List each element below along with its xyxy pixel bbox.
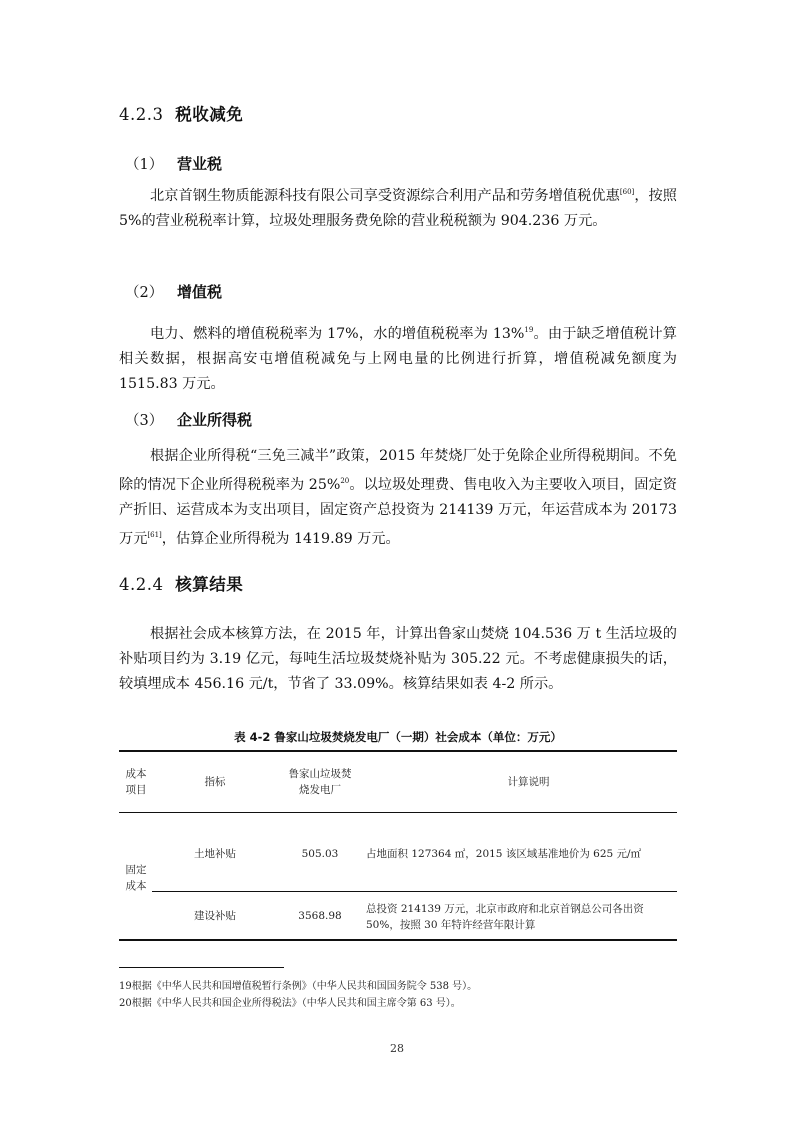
row-2-note: 总投资 214139 万元，北京市政府和北京首钢总公司各出资 50%，按照 30 年特许经营年限计算 <box>366 903 644 931</box>
header-indicator: 指标 <box>204 776 226 788</box>
table-header-rule <box>119 812 677 813</box>
row-1-indicator: 土地补贴 <box>194 848 236 860</box>
citation-ref: [60] <box>619 188 635 196</box>
subsection-heading-3 <box>125 409 252 430</box>
section-number: 4.2.3 <box>119 105 164 124</box>
row-1-value: 505.03 <box>301 848 339 860</box>
citation-ref: [61] <box>147 531 162 539</box>
subsection-heading-2 <box>125 281 222 302</box>
footnote-ref: 19 <box>524 326 534 334</box>
group-fixed-cost: 固定 成本 <box>125 864 147 892</box>
paragraph-income-tax: 根据企业所得税“三免三减半”政策，2015 年焚烧厂处于免除企业所得税期间。不免除的情况下企业所得税税率为 25%$^{20}$。以垃圾处理费、售电收入为主要收入项目，固定资产折旧、运营成本为支出项目，固定资产总投资为 214139 万元，年运营成本为 20173 万元[61]，估算企业所得税为 1419.89 万元。 <box>119 448 677 547</box>
footnote-separator <box>119 967 284 968</box>
footnote-20: 20根据《中华人民共和国企业所得税法》（中华人民共和国主席令第 63 号）。 <box>119 998 461 1009</box>
section-number: 4.2.4 <box>119 575 164 594</box>
subsection-title: 增值税 <box>177 283 223 301</box>
table-bottom-rule <box>119 939 677 941</box>
section-title: 核算结果 <box>175 575 244 594</box>
header-cost-item: 成本 项目 <box>125 768 147 796</box>
subsection-number: （3） <box>125 413 164 429</box>
table-row-divider <box>152 891 677 892</box>
table-caption: 表 4-2 鲁家山垃圾焚烧发电厂（一期）社会成本（单位：万元） <box>234 730 562 744</box>
table-top-rule <box>119 750 677 752</box>
section-title: 税收减免 <box>175 105 244 124</box>
row-1-note: 占地面积 127364 ㎡，2015 该区域基准地价为 625 元/㎡ <box>366 848 642 860</box>
section-heading-4-2-3 <box>119 101 243 125</box>
paragraph-business-tax: 北京首钢生物质能源科技有限公司享受资源综合利用产品和劳务增值税优惠[60]，按照 5%的营业税税率计算，垃圾处理服务费免除的营业税税额为 904.236 万元。 <box>119 188 677 229</box>
row-2-value: 3568.98 <box>298 910 342 922</box>
subsection-title: 营业税 <box>177 155 223 173</box>
section-heading-4-2-4 <box>119 571 243 595</box>
page-number: 28 <box>390 1042 404 1055</box>
header-calc-note: 计算说明 <box>507 776 550 788</box>
paragraph-results: 根据社会成本核算方法，在 2015 年，计算出鲁家山焚烧 104.536 万 t 生活垃圾的补贴项目约为 3.19 亿元，每吨生活垃圾焚烧补贴为 305.22 元。不考虑健康损失的话，较填埋成本 456.16 元/t，节省了 33.09%。核算结果如表 4-2 所示。 <box>119 626 677 692</box>
header-plant-value: 鲁家山垃圾焚 烧发电厂 <box>288 768 352 796</box>
subsection-number: （1） <box>125 157 164 173</box>
subsection-title: 企业所得税 <box>177 411 253 429</box>
footnote-19: 19根据《中华人民共和国增值税暂行条例》（中华人民共和国国务院令 538 号）。 <box>119 981 478 992</box>
paragraph-vat: 电力、燃料的增值税税率为 17%，水的增值税税率为 13%$^{19}$。由于缺乏增值税计算相关数据，根据高安屯增值税减免与上网电量的比例进行折算，增值税减免额度为 1515.83 万元。 <box>119 326 677 392</box>
footnote-ref: 20 <box>340 477 350 485</box>
subsection-heading-1 <box>125 153 222 174</box>
row-2-indicator: 建设补贴 <box>194 910 236 922</box>
subsection-number: （2） <box>125 285 164 301</box>
